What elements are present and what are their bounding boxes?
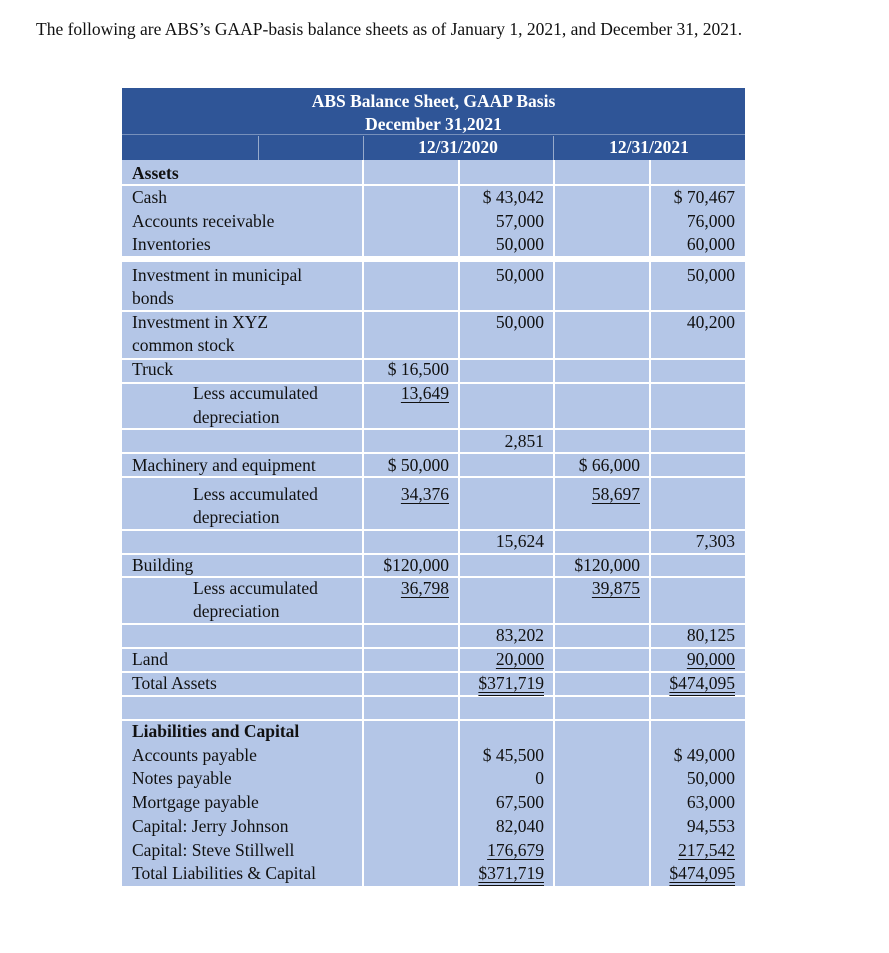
machinery-label: Machinery and equipment <box>132 455 316 475</box>
machinery-dep-label-1: Less accumulated <box>193 484 318 504</box>
row-divider <box>122 623 745 625</box>
total-liab-2021: $474,095 <box>669 863 735 883</box>
truck-dep-label-2: depreciation <box>193 407 280 427</box>
total-assets-2020: $371,719 <box>478 673 544 693</box>
machinery-dep-label-2: depreciation <box>193 507 280 527</box>
xyz-label-1: Investment in XYZ <box>132 312 269 332</box>
land-2020: 20,000 <box>495 649 544 669</box>
column-divider <box>362 160 364 886</box>
liabilities-heading: Liabilities and Capital <box>132 721 300 741</box>
total-assets-2021: $474,095 <box>669 673 735 693</box>
table-subtitle: December 31,2021 <box>365 114 502 134</box>
capital-jj-2020: 82,040 <box>495 816 544 836</box>
building-gross-2021: $120,000 <box>574 555 640 575</box>
np-2021: 50,000 <box>686 768 735 788</box>
np-2020: 0 <box>535 768 544 788</box>
muni-label-1: Investment in municipal <box>132 265 303 285</box>
inventories-2021: 60,000 <box>686 234 735 254</box>
assets-heading: Assets <box>132 163 179 183</box>
capital-jj-label: Capital: Jerry Johnson <box>132 816 289 836</box>
column-divider <box>553 160 555 886</box>
mp-2020: 67,500 <box>495 792 544 812</box>
machinery-dep-2021: 58,697 <box>591 484 640 504</box>
capital-jj-2021: 94,553 <box>686 816 735 836</box>
truck-dep-2020: 13,649 <box>400 383 449 403</box>
land-label: Land <box>132 649 168 669</box>
inventories-label: Inventories <box>132 234 211 254</box>
total-liab-2020: $371,719 <box>478 863 544 883</box>
building-gross-2020: $120,000 <box>383 555 449 575</box>
xyz-label-2: common stock <box>132 335 235 355</box>
muni-label-2: bonds <box>132 288 174 308</box>
ap-2020: $ 45,500 <box>482 745 544 765</box>
muni-2020: 50,000 <box>495 265 544 285</box>
machinery-dep-2020: 34,376 <box>400 484 449 504</box>
machinery-net-2020: 15,624 <box>495 531 544 551</box>
row-divider <box>122 647 745 649</box>
intro-text: The following are ABS’s GAAP-basis balance sheets as of January 1, 2021, and December 31, 2021. <box>36 19 743 39</box>
capital-ss-label: Capital: Steve Stillwell <box>132 840 295 860</box>
mp-2021: 63,000 <box>686 792 735 812</box>
cash-2020: $ 43,042 <box>482 187 544 207</box>
xyz-2021: 40,200 <box>686 312 735 332</box>
building-dep-2020: 36,798 <box>400 578 449 598</box>
capital-ss-2020: 176,679 <box>487 840 544 860</box>
column-divider <box>458 160 460 886</box>
ar-2021: 76,000 <box>686 211 735 231</box>
building-net-2021: 80,125 <box>686 625 735 645</box>
muni-2021: 50,000 <box>686 265 735 285</box>
xyz-2020: 50,000 <box>495 312 544 332</box>
machinery-net-2021: 7,303 <box>695 531 735 551</box>
building-label: Building <box>132 555 194 575</box>
column-header-2021: 12/31/2021 <box>609 137 689 157</box>
ap-label: Accounts payable <box>132 745 257 765</box>
ar-2020: 57,000 <box>495 211 544 231</box>
row-divider <box>122 256 745 262</box>
building-dep-2021: 39,875 <box>591 578 640 598</box>
np-label: Notes payable <box>132 768 232 788</box>
total-assets-label: Total Assets <box>132 673 217 693</box>
cash-2021: $ 70,467 <box>673 187 735 207</box>
balance-sheet-table <box>122 88 745 886</box>
machinery-gross-2020: $ 50,000 <box>387 455 449 475</box>
truck-net-2020: 2,851 <box>504 431 544 451</box>
table-title: ABS Balance Sheet, GAAP Basis <box>311 91 556 111</box>
building-net-2020: 83,202 <box>495 625 544 645</box>
column-header-2020: 12/31/2020 <box>418 137 498 157</box>
truck-label: Truck <box>132 359 174 379</box>
building-dep-label-2: depreciation <box>193 601 280 621</box>
total-liab-label: Total Liabilities & Capital <box>132 863 316 883</box>
inventories-2020: 50,000 <box>495 234 544 254</box>
truck-dep-label-1: Less accumulated <box>193 383 318 403</box>
mp-label: Mortgage payable <box>132 792 259 812</box>
header-divider <box>258 136 259 160</box>
column-divider <box>649 160 651 886</box>
cash-label: Cash <box>132 187 167 207</box>
row-divider <box>122 529 745 531</box>
building-dep-label-1: Less accumulated <box>193 578 318 598</box>
row-divider <box>122 695 745 697</box>
machinery-gross-2021: $ 66,000 <box>578 455 640 475</box>
row-divider <box>122 184 745 186</box>
ar-label: Accounts receivable <box>132 211 275 231</box>
ap-2021: $ 49,000 <box>673 745 735 765</box>
truck-gross-2020: $ 16,500 <box>387 359 449 379</box>
capital-ss-2021: 217,542 <box>678 840 735 860</box>
land-2021: 90,000 <box>686 649 735 669</box>
